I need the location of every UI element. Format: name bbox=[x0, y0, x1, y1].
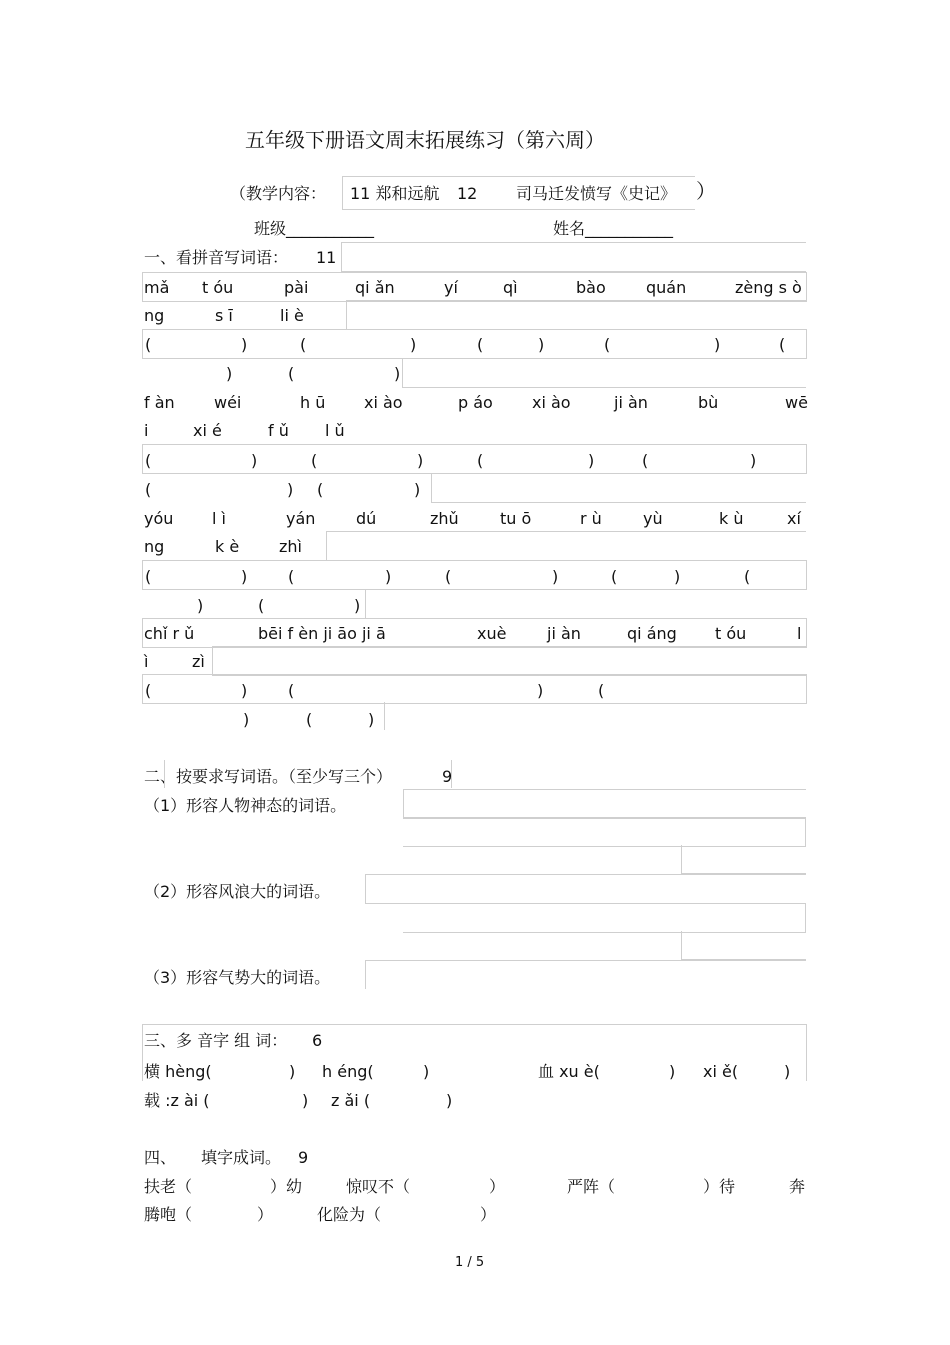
idiom-item: ） bbox=[489, 1177, 506, 1196]
polyphone-item: xi ě( bbox=[703, 1062, 739, 1081]
section2-item: （3）形容气势大的词语。 bbox=[144, 968, 331, 987]
pinyin: qi ǎn bbox=[355, 278, 395, 297]
paren-close: ) bbox=[410, 335, 417, 354]
pinyin: i bbox=[144, 421, 149, 440]
score-box bbox=[341, 242, 806, 272]
answer-line bbox=[212, 646, 806, 676]
pinyin: wē bbox=[785, 393, 808, 412]
pinyin: yí bbox=[444, 278, 458, 297]
polyphone-item: 血 xu è( bbox=[538, 1062, 600, 1081]
section3-heading: 三、多 音字 组 词： bbox=[144, 1031, 288, 1050]
divider bbox=[384, 702, 385, 730]
pinyin: k è bbox=[215, 537, 240, 556]
pinyin: yán bbox=[286, 509, 316, 528]
answer-line bbox=[365, 589, 806, 619]
polyphone-item: ) bbox=[302, 1091, 309, 1110]
pinyin: ng bbox=[144, 306, 165, 325]
paren-open: ( bbox=[288, 567, 295, 586]
pinyin: h ū bbox=[300, 393, 326, 412]
pinyin: qi áng bbox=[627, 624, 677, 643]
pinyin: r ù bbox=[580, 509, 602, 528]
section4-heading: 四、 bbox=[144, 1148, 177, 1167]
paren-close: ) bbox=[287, 480, 294, 499]
paren-open: ( bbox=[288, 681, 295, 700]
paren-close: ) bbox=[385, 567, 392, 586]
answer-line bbox=[326, 531, 806, 561]
paren-open: ( bbox=[258, 596, 265, 615]
paren-open: ( bbox=[445, 567, 452, 586]
section4-heading-text: 填字成词。 bbox=[201, 1148, 282, 1167]
polyphone-item: ) bbox=[446, 1091, 453, 1110]
divider bbox=[451, 760, 452, 788]
pinyin: bēi f èn ji āo ji ā bbox=[258, 624, 386, 643]
content-close-paren: ） bbox=[696, 179, 716, 203]
pinyin: pài bbox=[284, 278, 309, 297]
pinyin: ng bbox=[144, 537, 165, 556]
paren-open: ( bbox=[642, 451, 649, 470]
pinyin-row-frame bbox=[142, 618, 807, 648]
pinyin: s ī bbox=[215, 306, 233, 325]
answer-area bbox=[681, 931, 806, 960]
pinyin: qì bbox=[503, 278, 518, 297]
pinyin: tu ō bbox=[500, 509, 532, 528]
polyphone-item: ) bbox=[289, 1062, 296, 1081]
answer-line bbox=[431, 473, 806, 503]
paren-open: ( bbox=[145, 335, 152, 354]
pinyin: xi ào bbox=[532, 393, 571, 412]
paren-open: ( bbox=[744, 567, 751, 586]
paren-open: ( bbox=[300, 335, 307, 354]
paren-close: ) bbox=[537, 681, 544, 700]
pinyin: ji àn bbox=[547, 624, 581, 643]
paren-open: ( bbox=[598, 681, 605, 700]
idiom-item: 腾咆（ bbox=[144, 1205, 193, 1224]
answer-area bbox=[403, 789, 806, 819]
paren-close: ) bbox=[251, 451, 258, 470]
pinyin: mǎ bbox=[144, 278, 170, 297]
pinyin-row-frame bbox=[142, 272, 807, 302]
paren-close: ) bbox=[674, 567, 681, 586]
pinyin: yóu bbox=[144, 509, 174, 528]
polyphone-item: h éng( bbox=[322, 1062, 374, 1081]
page-number: 1 / 5 bbox=[455, 1255, 485, 1270]
polyphone-item: 载 :z ài ( bbox=[144, 1091, 210, 1110]
paren-close: ) bbox=[241, 567, 248, 586]
lesson-11: 11 郑和远航 bbox=[350, 184, 440, 203]
paren-close: ) bbox=[394, 364, 401, 383]
paren-close: ) bbox=[414, 480, 421, 499]
section1-heading: 一、看拼音写词语： bbox=[144, 248, 289, 267]
pinyin: bù bbox=[698, 393, 719, 412]
answer-area bbox=[403, 903, 806, 933]
paren-close: ) bbox=[197, 596, 204, 615]
class-field[interactable]: 班级___________ bbox=[254, 219, 375, 238]
paren-open: ( bbox=[145, 567, 152, 586]
answer-frame bbox=[142, 444, 807, 474]
section2-heading: 二、按要求写词语。（至少写三个） bbox=[144, 767, 393, 786]
polyphone-item: ) bbox=[423, 1062, 430, 1081]
answer-area bbox=[365, 960, 806, 989]
idiom-item: 奔 bbox=[789, 1177, 806, 1196]
pinyin: f ǔ bbox=[268, 421, 289, 440]
answer-area bbox=[681, 845, 806, 874]
idiom-item: ） bbox=[257, 1205, 274, 1224]
pinyin: li è bbox=[280, 306, 304, 325]
answer-line bbox=[346, 300, 806, 330]
idiom-item: ） bbox=[480, 1205, 497, 1224]
idiom-item: ）幼 bbox=[270, 1177, 303, 1196]
lesson-12: 12 bbox=[457, 184, 478, 203]
idiom-item: ）待 bbox=[703, 1177, 736, 1196]
page-title: 五年级下册语文周末拓展练习（第六周） bbox=[245, 128, 605, 152]
idiom-item: 化险为（ bbox=[317, 1205, 382, 1224]
pinyin: l bbox=[797, 624, 802, 643]
answer-line bbox=[402, 358, 806, 388]
paren-close: ) bbox=[243, 710, 250, 729]
paren-open: ( bbox=[317, 480, 324, 499]
content-label: （教学内容： bbox=[230, 184, 327, 203]
pinyin: wéi bbox=[214, 393, 242, 412]
pinyin: p áo bbox=[458, 393, 493, 412]
paren-close: ) bbox=[368, 710, 375, 729]
answer-area bbox=[365, 874, 806, 904]
name-field[interactable]: 姓名___________ bbox=[553, 219, 674, 238]
paren-close: ) bbox=[552, 567, 559, 586]
pinyin: xí bbox=[787, 509, 801, 528]
pinyin: zì bbox=[192, 652, 205, 671]
paren-open: ( bbox=[288, 364, 295, 383]
pinyin: yù bbox=[643, 509, 663, 528]
paren-open: ( bbox=[311, 451, 318, 470]
section3-score: 6 bbox=[312, 1031, 323, 1050]
pinyin: l ì bbox=[212, 509, 226, 528]
paren-open: ( bbox=[145, 480, 152, 499]
paren-close: ) bbox=[538, 335, 545, 354]
polyphone-item: z ǎi ( bbox=[331, 1091, 371, 1110]
pinyin: k ù bbox=[719, 509, 744, 528]
pinyin: xi ào bbox=[364, 393, 403, 412]
paren-open: ( bbox=[779, 335, 786, 354]
pinyin: t óu bbox=[715, 624, 747, 643]
paren-close: ) bbox=[354, 596, 361, 615]
pinyin: xuè bbox=[477, 624, 507, 643]
section2-score: 9 bbox=[442, 767, 453, 786]
paren-open: ( bbox=[477, 451, 484, 470]
pinyin: zhì bbox=[279, 537, 302, 556]
pinyin: ji àn bbox=[614, 393, 648, 412]
polyphone-item: 横 hèng( bbox=[144, 1062, 212, 1081]
pinyin: xi é bbox=[193, 421, 222, 440]
section2-item: （2）形容风浪大的词语。 bbox=[144, 882, 331, 901]
paren-open: ( bbox=[604, 335, 611, 354]
pinyin: dú bbox=[356, 509, 377, 528]
pinyin: zhǔ bbox=[430, 509, 459, 528]
polyphone-item: ) bbox=[784, 1062, 791, 1081]
section2-item: （1）形容人物神态的词语。 bbox=[144, 796, 347, 815]
paren-close: ) bbox=[241, 335, 248, 354]
pinyin: l ǔ bbox=[325, 421, 345, 440]
paren-close: ) bbox=[588, 451, 595, 470]
pinyin: zèng s ò bbox=[735, 278, 802, 297]
paren-open: ( bbox=[145, 451, 152, 470]
idiom-item: 严阵（ bbox=[567, 1177, 616, 1196]
pinyin: bào bbox=[576, 278, 606, 297]
paren-open: ( bbox=[306, 710, 313, 729]
polyphone-item: ) bbox=[669, 1062, 676, 1081]
pinyin: f àn bbox=[144, 393, 175, 412]
pinyin: ì bbox=[144, 652, 149, 671]
idiom-item: 扶老（ bbox=[144, 1177, 193, 1196]
pinyin: t óu bbox=[202, 278, 234, 297]
answer-area bbox=[403, 817, 806, 847]
section4-score: 9 bbox=[298, 1148, 309, 1167]
section1-score: 11 bbox=[316, 248, 337, 267]
pinyin: quán bbox=[646, 278, 687, 297]
paren-open: ( bbox=[611, 567, 618, 586]
paren-close: ) bbox=[714, 335, 721, 354]
divider bbox=[164, 760, 165, 788]
paren-open: ( bbox=[145, 681, 152, 700]
paren-close: ) bbox=[226, 364, 233, 383]
paren-close: ) bbox=[241, 681, 248, 700]
pinyin: chǐ r ǔ bbox=[144, 624, 195, 643]
paren-open: ( bbox=[477, 335, 484, 354]
idiom-item: 惊叹不（ bbox=[346, 1177, 411, 1196]
paren-close: ) bbox=[417, 451, 424, 470]
lesson-12-title: 司马迁发愤写《史记》 bbox=[516, 184, 677, 203]
paren-close: ) bbox=[750, 451, 757, 470]
